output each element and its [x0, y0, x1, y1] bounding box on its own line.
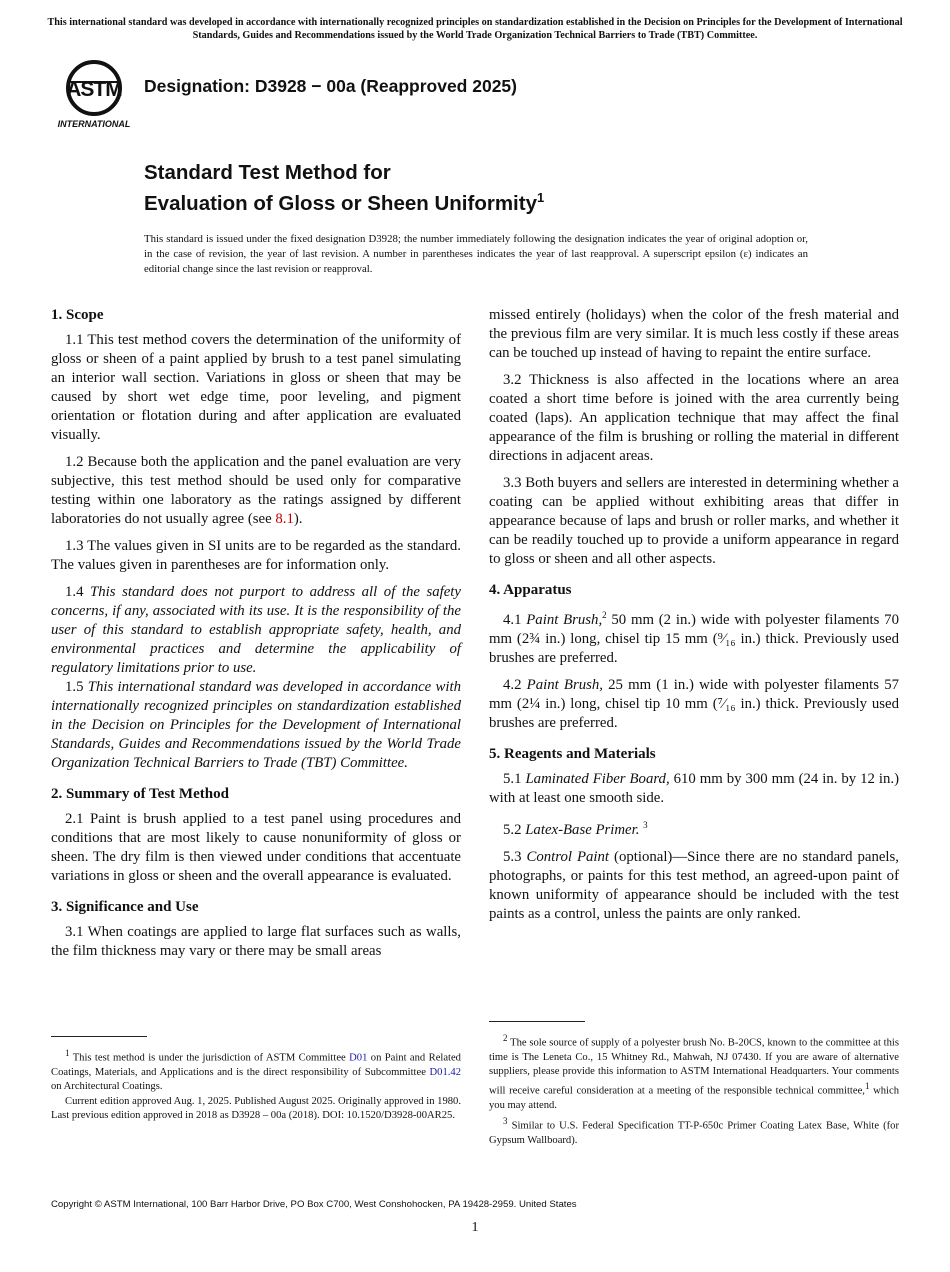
footnote-text: on Architectural Coatings. [51, 1080, 163, 1092]
section-heading-scope: 1. Scope [51, 307, 104, 323]
footnotes-right [489, 1031, 899, 1149]
designation: Designation: D3928 − 00a (Reapproved 2025) [144, 76, 517, 96]
right-column [489, 306, 899, 932]
item-name: Control Paint [526, 848, 610, 865]
paragraph-number: 1.5 [65, 679, 88, 695]
issuance-note: This standard is issued under the fixed designation D3928; the number immediately following the designation indicates the year of original adoption or, in the case of revision, the year of last revision. A number in parentheses indicates the year of last reapproval. A superscript epsilon (ε) indicates an editorial change since the last revision or reapproval. [144, 233, 808, 275]
paragraph-text: This standard does not purport to address all of the safety concerns, if any, associated with its use. It is the responsibility of the user of this standard to establish appropriate safety, health, and environmental practices and determine the applicability of regulatory limitations prior to use. [51, 584, 461, 676]
paragraph-number: 5.3 [503, 848, 527, 865]
footnote-text: Similar to U.S. Federal Specification TT-P-650c Primer Coating Latex Base, White (for Gypsum Wallboard). [489, 1120, 899, 1146]
paragraph-number: 5.2 [503, 821, 526, 838]
paragraph-2-1: 2.1 Paint is brush applied to a test panel using procedures and conditions that are most likely to cause nonuniformity of gloss or sheen. The dry film is then viewed under conditions that accentuate variations in gloss or sheen and the overall appearance is evaluated. [51, 811, 461, 884]
astm-logo [52, 58, 136, 130]
footnote-number: 1 [65, 1048, 70, 1058]
footnote-rule-left [51, 1036, 147, 1037]
section-heading-significance: 3. Significance and Use [51, 899, 199, 915]
footnote-ref-mark[interactable]: 1 [864, 1081, 870, 1092]
paragraph-text: 25 mm (1 in.) wide with polyester filaments 57 mm (2¼ in.) long, chisel tip 10 mm (⁷⁄₁₆ in.) thick. Previously used brushes are preferred. [489, 676, 899, 731]
footnote-mark-3[interactable]: 3 [643, 819, 648, 830]
item-name: Paint Brush, [526, 676, 603, 693]
paragraph-1-5 [51, 678, 461, 773]
svg-text:ASTM: ASTM [66, 78, 122, 101]
paragraph-text: (optional)—Since there are no standard panels, photographs, or paints for this test method, an agreed-upon paint of known uniformity of appearance should be included with the test paints as a control, unless the paints are only ranked. [489, 848, 899, 922]
page-number: 1 [471, 1220, 479, 1235]
paragraph-1-3: 1.3 The values given in SI units are to be regarded as the standard. The values given in parentheses are for information only. [51, 538, 461, 573]
paragraph-5-3 [489, 848, 899, 924]
paragraph-number: 5.1 [503, 770, 526, 787]
footnote-mark-2[interactable]: 2 [602, 610, 607, 620]
item-name: Paint Brush, [526, 611, 603, 628]
paragraph-5-1 [489, 770, 899, 808]
document-title [144, 160, 544, 216]
section-heading-apparatus: 4. Apparatus [489, 582, 572, 598]
paragraph-1-1: 1.1 This test method covers the determination of the uniformity of gloss or sheen of a paint applied by brush to a test panel simulating an interior wall section. Variations in gloss or sheen that may be caused by short wet edge time, poor leveling, and pigment orientation or flotation during and after application are evaluated visually. [51, 332, 461, 443]
committee-link[interactable]: D01 [349, 1052, 368, 1064]
section-heading-reagents: 5. Reagents and Materials [489, 745, 656, 762]
section-heading-summary: 2. Summary of Test Method [51, 786, 229, 802]
footnote-rule-right [489, 1021, 585, 1022]
footnote-1 [51, 1046, 461, 1094]
item-name: Laminated Fiber Board, [525, 770, 670, 787]
footnote-2 [489, 1031, 899, 1113]
paragraph-3-1-part-1: 3.1 When coatings are applied to large flat surfaces such as walls, the film thickness may vary or there may be small areas [51, 924, 461, 959]
paragraph-4-1 [489, 606, 899, 668]
title-text: Evaluation of Gloss or Sheen Uniformity [144, 191, 537, 215]
title-line-1: Standard Test Method for [144, 161, 391, 184]
paragraph-text: 50 mm (2 in.) wide with polyester filaments 70 mm (2¾ in.) long, chisel tip 15 mm (⁹⁄₁₆ in.) thick. Previously used brushes are preferred. [489, 611, 899, 666]
paragraph-3-1-part-2: missed entirely (holidays) when the color of the fresh material and the previous film are very similar. It is much less costly if these areas can be touched up instead of having to repaint the entire surface. [489, 307, 899, 361]
footnote-text: The sole source of supply of a polyester brush No. B-20CS, known to the committee at this time is The Leneta Co., 15 Whitney Rd., Mahwah, NJ 07430. If you are aware of alternative suppliers, please provide this information to ASTM International Headquarters. Your comments will receive careful consideration at a meeting of the responsible technical committee, [489, 1037, 899, 1097]
paragraph-text: This international standard was developed in accordance with internationally recognized principles on standardization established in the Decision on Principles for the Development of International Standards, Guides and Recommendations issued by the World Trade Organization Technical Barriers to Trade (TBT) Committee. [51, 679, 461, 771]
paragraph-3-2: 3.2 Thickness is also affected in the locations where an area coated a short time before is joined with the area currently being coated (laps). An application technique that may affect the final appearance of the film is brushing or rolling the material in different directions in adjacent areas. [489, 372, 899, 464]
paragraph-text: 1.2 Because both the application and the panel evaluation are very subjective, this test method should be used only for comparative testing within one laboratory as the ratings assigned by different laboratories do not usually agree (see [51, 454, 461, 527]
footnote-1-edition: Current edition approved Aug. 1, 2025. Published August 2025. Originally approved in 1980. Last previous edition approved in 2018 as D3928 – 00a (2018). DOI: 10.1520/D3928-00AR25. [51, 1096, 461, 1122]
paragraph-3-3: 3.3 Both buyers and sellers are interested in determining whether a coating can be applied without exhibiting areas that differ in appearance because of laps and brush or roller marks, and whether it can be readily touched up to provide a uniform appearance in regard to gloss or sheen and all other aspects. [489, 475, 899, 567]
copyright-line: Copyright © ASTM International, 100 Barr Harbor Drive, PO Box C700, West Conshohocken, PA 19428-2959. United States [51, 1199, 577, 1210]
paragraph-text: ). [293, 511, 303, 527]
paragraph-4-2 [489, 676, 899, 733]
footnote-text: This test method is under the jurisdiction of ASTM Committee [69, 1052, 350, 1064]
title-footnote-mark[interactable]: 1 [536, 190, 545, 205]
footnote-3 [489, 1114, 899, 1148]
paragraph-text: 610 mm by 300 mm (24 in. by 12 in.) with at least one smooth side. [489, 770, 900, 806]
logo-subtext: INTERNATIONAL [57, 119, 131, 129]
section-ref-link[interactable]: 8.1 [275, 511, 294, 527]
footnotes-left [51, 1046, 461, 1125]
subcommittee-link[interactable]: D01.42 [429, 1066, 461, 1078]
footnote-text: on Paint and Related Coatings, Materials, and Applications and is the direct responsibility of Subcommittee [51, 1052, 461, 1078]
footnote-text: which you may attend. [489, 1085, 899, 1111]
footnote-number: 3 [503, 1116, 508, 1127]
item-name: Latex-Base Primer. [525, 821, 640, 838]
title-line-2 [144, 185, 544, 216]
paragraph-number: 4.1 [503, 611, 527, 628]
paragraph-number: 1.4 [65, 584, 91, 600]
paragraph-number: 4.2 [503, 676, 527, 693]
paragraph-1-2 [51, 453, 461, 529]
header-notice: This international standard was developed in accordance with internationally recognized principles on standardization established in the Decision on Principles for the Development of International Standards, Guides and Recommendations issued by the World Trade Organization Technical Barriers to Trade (TBT) Committee. [47, 17, 903, 41]
footnote-number: 2 [503, 1033, 508, 1043]
paragraph-1-4 [51, 583, 461, 678]
paragraph-5-2 [489, 816, 899, 840]
left-column [51, 306, 461, 969]
